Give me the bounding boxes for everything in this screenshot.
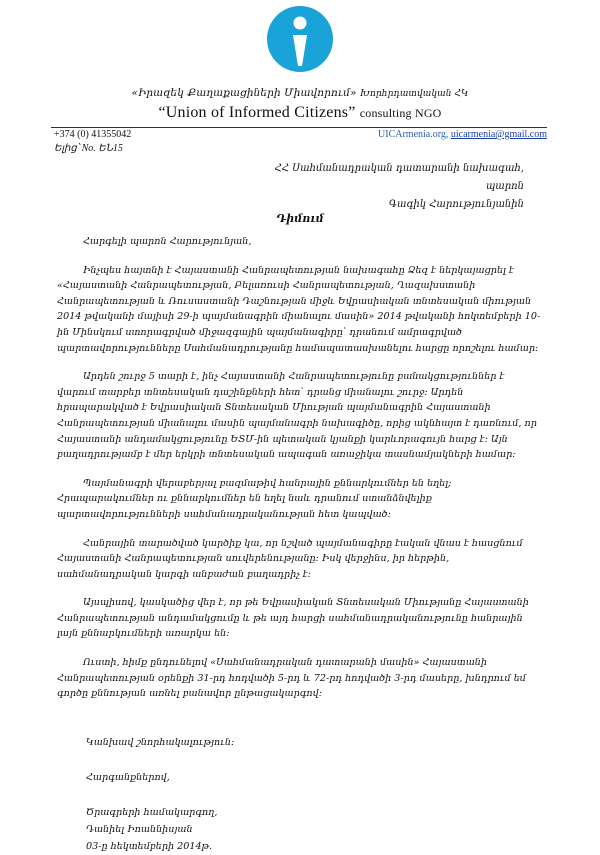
org-name-english: “Union of Informed Citizens” bbox=[158, 104, 356, 121]
website-link[interactable]: UICArmenia.org, bbox=[378, 129, 449, 140]
signature-block bbox=[86, 734, 234, 855]
org-type-armenian: Խորհրդատվական ՀԿ bbox=[359, 89, 469, 99]
paragraph-2: Արդեն շուրջ 5 տարի է, ինչ Հայաստանի Հանրապետությունը բանակցություններ է վարում տարբեր տնտեսական դաշինքների հետ՝ դրանց միանալու շուրջ: Արդեն հրապարակված է Եվրասիական Տնտեսական Միության պայմանագրին Հայաստանի Հանրապետության միանալու մասին պայմանագրի նախագիծը, որից ակնհայտ է դառնում, որ Հայաստանի անդամակցությունը ԵՏՄ-ին պետական կյանքի կարևորագույն հարց է: Այն բաղադրությամբ է մեր երկրի տնտեսական ապագան առաջիկա տասնամյակների համար: bbox=[57, 371, 537, 461]
addressee-line-1: ՀՀ Սահմանադրական դատարանի նախագահ, bbox=[274, 163, 524, 174]
org-type-english: consulting NGO bbox=[359, 106, 442, 120]
greeting: Հարգելի պարոն Հարությունյան, bbox=[83, 236, 252, 247]
addressee-line-2: պարոն bbox=[485, 181, 524, 192]
signer-name: Դանիել Իոաննիսյան bbox=[86, 824, 193, 835]
organization-name-english bbox=[0, 104, 600, 122]
organization-logo bbox=[267, 6, 333, 72]
paragraph-4: Հանրային տարածված կարծիք կա, որ նշված պայմանագիրը էական վնաս է հասցնում Հայաստանի Հանրապետության սուվերենությանը: Իսկ վերջինս, իր հերթին, սահմանադրական կարգի անբաժան բաղադրիչ է: bbox=[57, 537, 523, 580]
letter-title: Դիմում bbox=[276, 212, 324, 225]
paragraph-3: Պայմանագրի վերաբերյալ բազմաթիվ հանրային քննարկումներ են եղել; Հրապարակումներ ու քննարկումներ են եղել նաև դրանում ստանձնվելիք պարտավորությունների սահմանադրականության հետ կապված: bbox=[57, 477, 452, 520]
contact-links bbox=[378, 129, 547, 140]
header-divider bbox=[51, 127, 547, 128]
phone-number: +374 (0) 41355042 bbox=[54, 129, 132, 140]
paragraph-6: Ուստի, հիմք ընդունելով «Սահմանադրական դատարանի մասին» Հայաստանի Հանրապետության օրենքի 31-րդ հոդվածի 5-րդ և 72-րդ հոդվածի 3-րդ մասերը, խնդրում եմ գործը քննության առնել բանավոր ընթացակարգով: bbox=[57, 657, 526, 700]
paragraph-1: Ինչպես հայտնի է Հայաստանի Հանրապետության նախագահը Ձեզ է ներկայացրել է «Հայաստանի Հանրապետության, Բելառուսի Հանրապետության, Ղազախստանի Հանրապետության և Ռուսաստանի Դաշնության միջև Եվրասիական տնտեսական միության 2014 թվականի մայիսի 29-ի պայմանագրին միանալու մասին» 2014 թվականի հոկտեմբերի 10-ին Մինսկում ստորագրված միջազգային պայմանագիրը՝ դրանում ամրագրված պարտավորությունները Սահմանադրությանը համապատասխանելու հարցը որոշելու համար: bbox=[57, 264, 541, 354]
logo-dot bbox=[294, 17, 307, 30]
reference-number: Ելից՝ No. ԵՆ15 bbox=[54, 143, 123, 154]
closing-regards: Հարգանքներով, bbox=[86, 772, 170, 783]
org-name-armenian: «Իրազեկ Քաղաքացիների Միավորում» bbox=[131, 87, 357, 99]
email-link[interactable]: uicarmenia@gmail.com bbox=[450, 129, 547, 140]
organization-name-armenian bbox=[0, 87, 600, 99]
addressee-line-3: Գագիկ Հարությունյանին bbox=[388, 199, 524, 210]
letter-body bbox=[57, 234, 543, 715]
paragraph-5: Այսպիսով, կասկածից վեր է, որ թե Եվրասիական Տնտեսական Միությանը Հայաստանի Հանրապետության անդամակցումը և թե այդ հարցի սահմանադրականությունը հանրային լայն քննարկումների առարկա են: bbox=[57, 597, 529, 640]
closing-thanks: Կանխավ շնորհակալություն: bbox=[86, 737, 235, 748]
addressee-block bbox=[275, 160, 524, 214]
letter-date: 03-ը հեկտեմբերի 2014թ. bbox=[86, 841, 213, 852]
signer-position: Ծրագրերի համակարգող, bbox=[86, 807, 218, 818]
